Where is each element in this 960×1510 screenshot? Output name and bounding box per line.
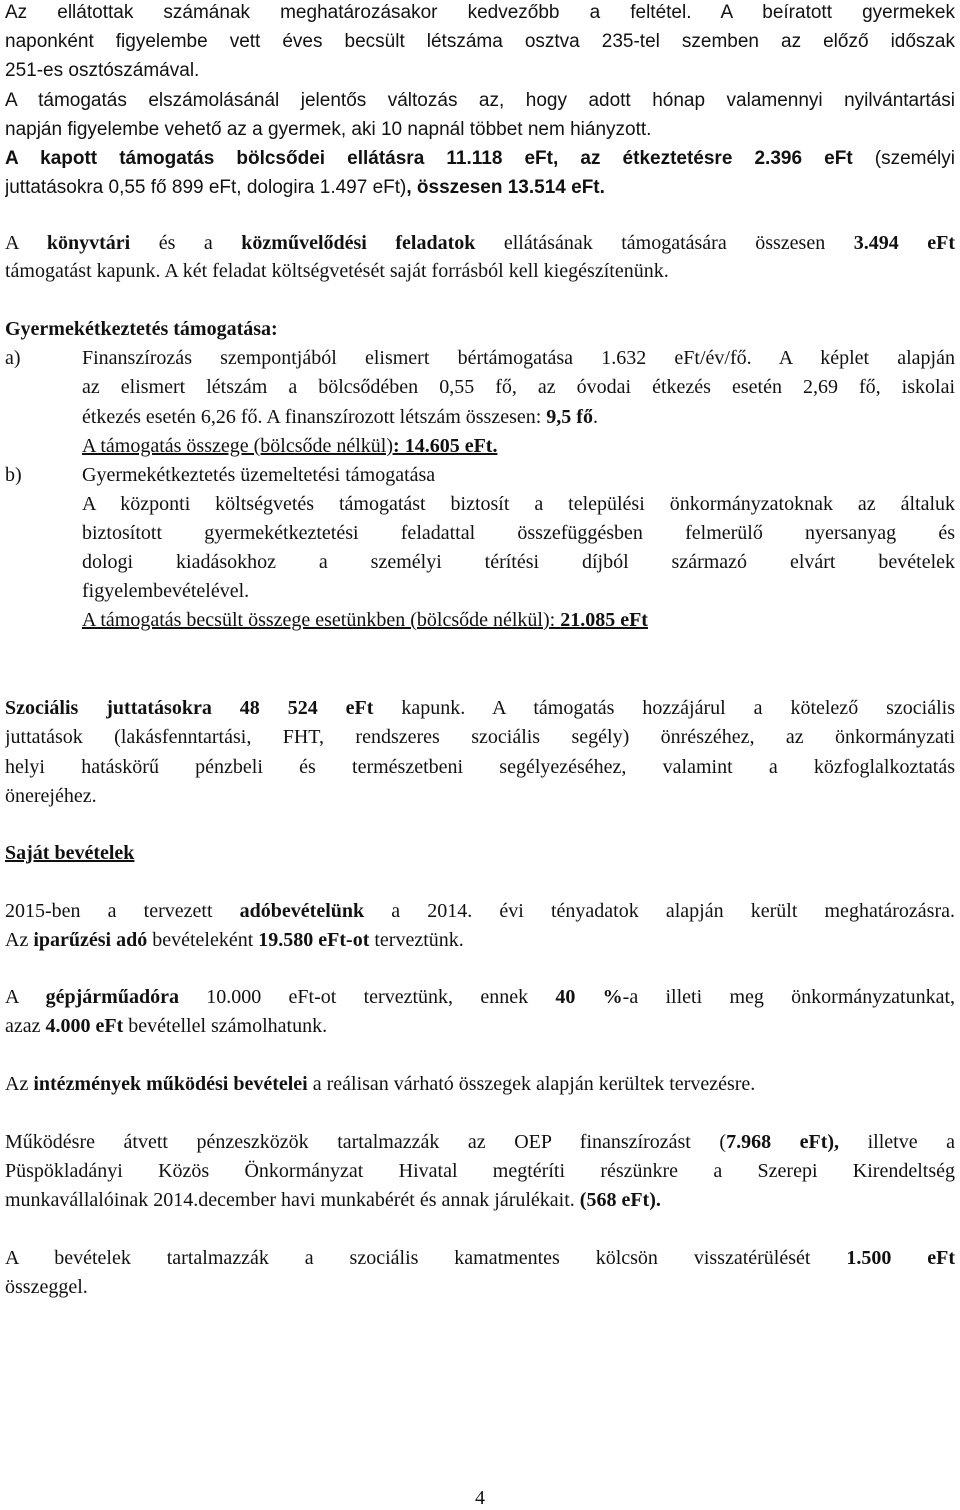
text-line: összeggel.	[5, 1276, 88, 1298]
text-span: .	[592, 406, 598, 428]
text-span: Az	[5, 929, 34, 951]
text-span: és a	[130, 232, 242, 254]
text-line	[5, 146, 955, 172]
bold-text: : 14.605 eFt.	[393, 435, 498, 457]
list-label: a)	[5, 347, 21, 369]
text-line	[5, 695, 955, 721]
text-span: kapunk. A támogatás hozzájárul a kötelező szociális	[373, 697, 955, 719]
bold-text: Gyermekétkeztetés támogatása:	[5, 318, 278, 340]
text-span: A	[5, 986, 46, 1008]
text-span: A bevételek tartalmazzák a szociális kamatmentes kölcsön visszatérülését	[5, 1247, 847, 1269]
underlined-text: A támogatás összege (bölcsőde nélkül)	[82, 435, 394, 457]
text-line	[5, 927, 955, 953]
text-span: juttatásokra 0,55 fő 899 eFt, dologira 1.497 eFt)	[5, 177, 407, 198]
bold-text: 1.500 eFt	[846, 1247, 955, 1269]
text-line: figyelembevételével.	[82, 580, 250, 602]
text-line	[82, 433, 955, 459]
text-line	[82, 607, 955, 633]
bold-text: 9,5 fő	[546, 406, 593, 428]
bold-text: A kapott támogatás bölcsődei ellátásra 11.118 eFt, az étkeztetésre 2.396 eFt	[5, 148, 853, 169]
text-span: terveztünk.	[369, 929, 464, 951]
bold-text: 7.968 eFt),	[726, 1131, 840, 1153]
text-line: Az ellátottak számának meghatározásakor kedvezőbb a feltétel. A beíratott gyermekek	[5, 2, 955, 23]
text-span: 2015-ben a tervezett	[5, 900, 240, 922]
bold-text: 4.000 eFt	[45, 1015, 124, 1037]
text-line	[5, 230, 955, 256]
text-line	[5, 1071, 955, 1097]
text-line: Gyermekétkeztetés üzemeltetési támogatása	[82, 464, 436, 486]
text-span: (személyi	[852, 148, 955, 169]
text-line: önerejéhez.	[5, 785, 97, 807]
text-line: az elismert létszám a bölcsődében 0,55 fő, az óvodai étkezés esetén 2,69 fő, iskolai	[82, 376, 955, 398]
text-span: A	[5, 232, 47, 254]
text-span: Működésre átvett pénzeszközök tartalmazzák az OEP finanszírozást (	[5, 1131, 727, 1153]
list-label: b)	[5, 464, 22, 486]
text-span: azaz	[5, 1015, 46, 1037]
text-line	[5, 175, 955, 201]
text-span: illetve a	[839, 1131, 955, 1153]
text-line: biztosított gyermekétkeztetési feladattal összefüggésben felmerülő nyersanyag és	[82, 522, 955, 544]
text-line: Püspökladányi Közös Önkormányzat Hivatal megtéríti részünkre a Szerepi Kirendeltség	[5, 1160, 955, 1182]
text-span: -a illeti meg önkormányzatunkat,	[622, 986, 955, 1008]
bold-text: 40 %	[555, 986, 623, 1008]
bold-text: intézmények működési bevételei	[33, 1073, 308, 1095]
bold-text: 19.580 eFt-ot	[258, 929, 370, 951]
bold-text: (568 eFt).	[579, 1189, 661, 1211]
text-line: A központi költségvetés támogatást biztosít a települési önkormányzatoknak az általuk	[82, 493, 955, 515]
text-span: étkezés esetén 6,26 fő. A finanszírozott létszám összesen:	[82, 406, 547, 428]
bold-text: közművelődési feladatok	[241, 232, 476, 254]
text-span: bevétellel számolhatunk.	[123, 1015, 328, 1037]
text-span: munkavállalóinak 2014.december havi munkabérét és annak járulékait.	[5, 1189, 580, 1211]
bold-text: 21.085 eFt	[560, 609, 648, 631]
bold-text: , összesen 13.514 eFt.	[406, 177, 605, 198]
bold-text: könyvtári	[46, 232, 131, 254]
text-line: A támogatás elszámolásánál jelentős változás az, hogy adott hónap valamennyi nyilvántartási	[5, 90, 955, 111]
text-span: Az	[5, 1073, 34, 1095]
text-line	[5, 1129, 955, 1155]
bold-text: Saját bevételek	[5, 842, 135, 864]
bold-text: adóbevételünk	[239, 900, 365, 922]
text-span: a 2014. évi tényadatok alapján került meghatározásra.	[364, 900, 955, 922]
text-span: a reálisan várható összegek alapján kerültek tervezésre.	[307, 1073, 756, 1095]
page-number: 4	[475, 1487, 485, 1509]
text-line: Finanszírozás szempontjából elismert bértámogatása 1.632 eFt/év/fő. A képlet alapján	[82, 347, 955, 369]
text-line	[82, 404, 955, 430]
section-heading	[5, 316, 955, 342]
text-line	[5, 1013, 955, 1039]
text-line	[5, 984, 955, 1010]
bold-text: iparűzési adó	[33, 929, 148, 951]
text-line: naponként figyelembe vett éves becsült létszáma osztva 235-tel szemben az előző időszak	[5, 31, 955, 52]
bold-text: Szociális juttatásokra 48 524 eFt	[5, 697, 374, 719]
text-line	[5, 1245, 955, 1271]
text-line	[5, 898, 955, 924]
text-span: bevételeként	[147, 929, 259, 951]
text-line: juttatások (lakásfenntartási, FHT, rendszeres szociális segély) önrészéhez, az önkormányzati	[5, 726, 955, 748]
text-line: támogatást kapunk. A két feladat költségvetését saját forrásból kell kiegészítenünk.	[5, 260, 669, 282]
text-line: helyi hatáskörű pénzbeli és természetbeni segélyezéséhez, valamint a közfoglalkoztatás	[5, 756, 955, 778]
text-line	[5, 1187, 955, 1213]
text-line: napján figyelembe vehető az a gyermek, aki 10 napnál többet nem hiányzott.	[5, 119, 652, 140]
text-line: 251-es osztószámával.	[5, 60, 200, 81]
bold-text: 3.494 eFt	[853, 232, 955, 254]
text-span: ellátásának támogatására összesen	[475, 232, 854, 254]
text-line: dologi kiadásokhoz a személyi térítési díjból származó elvárt bevételek	[82, 551, 955, 573]
text-span: 10.000 eFt-ot terveztünk, ennek	[178, 986, 556, 1008]
underlined-text: A támogatás becsült összege esetünkben (bölcsőde nélkül):	[82, 609, 561, 631]
bold-text: gépjárműadóra	[45, 986, 179, 1008]
section-heading	[5, 840, 955, 866]
